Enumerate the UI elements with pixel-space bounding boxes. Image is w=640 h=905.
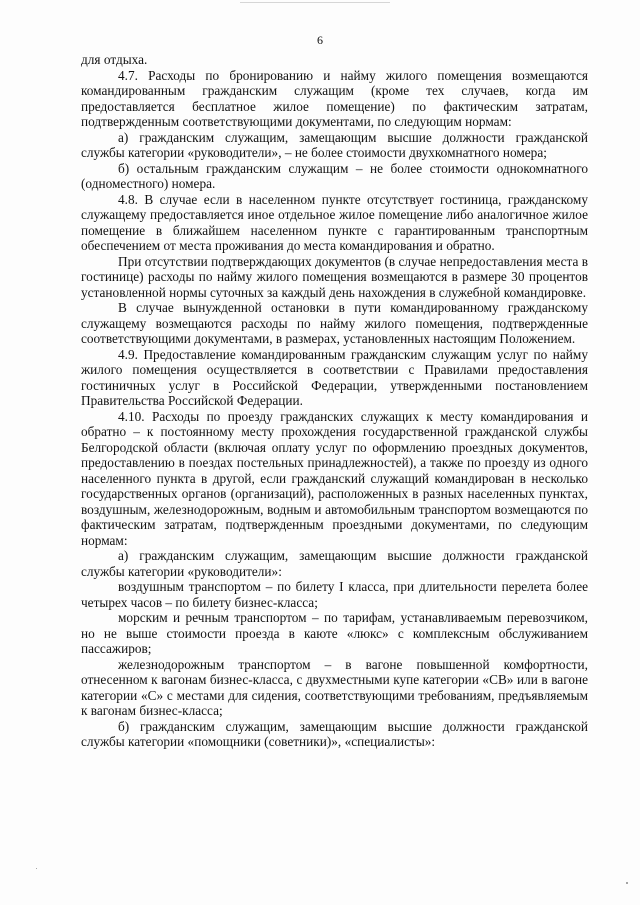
paragraph-sea-river-transport: морским и речным транспортом – по тарифам, устанавливаемым перевозчиком, но не выше стоимости проезда в каюте «люкс» с комплексным обслуживанием пассажиров; xyxy=(81,610,588,656)
page-number: 6 xyxy=(317,33,323,47)
paragraph-4-10-b: б) гражданским служащим, замещающим высшие должности гражданской службы категории «помощники (советники)», «специалисты»: xyxy=(81,718,588,749)
top-edge-rule xyxy=(240,2,390,3)
paragraph-no-documents: При отсутствии подтверждающих документов (в случае непредоставления места в гостинице) расходы по найму жилого помещения возмещаются в размере 30 процентов установленной нормы суточных за каждый день нахождения в служебной командировке. xyxy=(81,253,588,300)
paragraph-4-10: 4.10. Расходы по проезду гражданских служащих к месту командирования и обратно – к постоянному месту прохождения государственной гражданской службы Белгородской области (включая оплату услуг по оформлению проездных документов, предоставлению в поездах постельных принадлежностей), а также по проезду из одного населенного пункта в другой, если гражданский служащий командирован в несколько государственных органов (организаций), расположенных в разных населенных пунктах, воздушным, железнодорожным, водным и автомобильным транспортом возмещаются по фактическим затратам, подтвержденным проездными документами, по следующим нормам: xyxy=(81,408,588,548)
paragraph-air-transport: воздушным транспортом – по билету I класса, при длительности перелета более четырех часов – по билету бизнес-класса; xyxy=(81,579,588,610)
scan-speck xyxy=(626,882,628,884)
paragraph-4-7-b: б) остальным гражданским служащим – не более стоимости однокомнатного (одноместного) номера. xyxy=(81,160,588,191)
paragraph-4-8: 4.8. В случае если в населенном пункте отсутствует гостиница, гражданскому служащему предоставляется иное отдельное жилое помещение либо аналогичное жилое помещение в ближайшем населенном пункте с гарантированным транспортным обеспечением от места проживания до места командирования и обратно. xyxy=(81,191,588,253)
paragraph-forced-stop: В случае вынужденной остановки в пути командированному гражданскому служащему возмещаются расходы по найму жилого помещения, подтвержденные соответствующими документами, в размерах, установленных настоящим Положением. xyxy=(81,300,588,346)
paragraph-continuation: для отдыха. xyxy=(81,52,148,67)
paragraph-4-7: 4.7. Расходы по бронированию и найму жилого помещения возмещаются командированным гражданским служащим (кроме тех случаев, когда им предоставляется бесплатное жилое помещение) по фактическим затратам, подтвержденным соответствующими документами, по следующим нормам: xyxy=(81,67,588,129)
document-body xyxy=(81,52,588,750)
paragraph-rail-transport: железнодорожным транспортом – в вагоне повышенной комфортности, отнесенном к вагонам бизнес-класса, с двухместными купе категории «СВ» или в вагоне категории «С» с местами для сидения, соответствующими требованиям, предъявляемым к вагонам бизнес-класса; xyxy=(81,656,588,718)
paragraph-4-10-a: а) гражданским служащим, замещающим высшие должности гражданской службы категории «руководители»: xyxy=(81,548,588,579)
scan-speck xyxy=(36,868,37,869)
paragraph-4-9: 4.9. Предоставление командированным гражданским служащим услуг по найму жилого помещения осуществляется в соответствии с Правилами предоставления гостиничных услуг в Российской Федерации, утвержденными постановлением Правительства Российской Федерации. xyxy=(81,346,588,408)
paragraph-4-7-a: а) гражданским служащим, замещающим высшие должности гражданской службы категории «руководители», – не более стоимости двухкомнатного номера; xyxy=(81,129,588,160)
